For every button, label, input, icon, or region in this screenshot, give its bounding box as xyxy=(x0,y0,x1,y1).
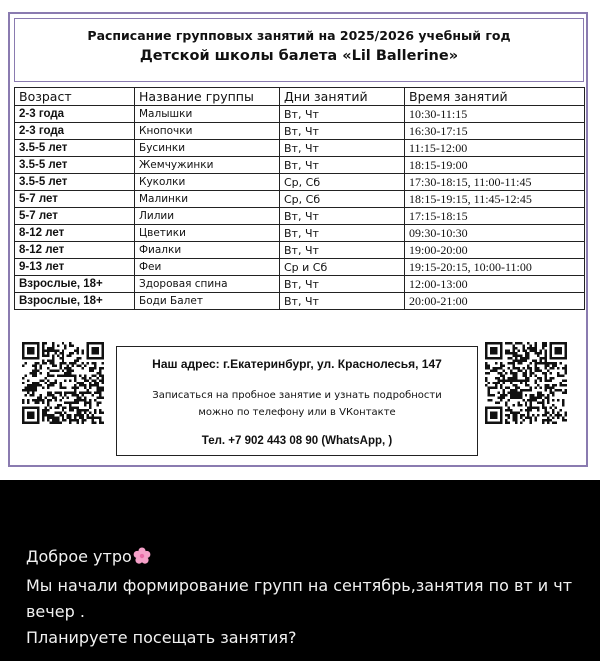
column-header-age: Возраст xyxy=(15,88,135,106)
column-header-group: Название группы xyxy=(135,88,280,106)
cell-age: 5-7 лет xyxy=(15,191,135,208)
table-row xyxy=(15,259,585,276)
table-row xyxy=(15,276,585,293)
contact-box xyxy=(116,346,478,456)
cell-time: 11:15-12:00 xyxy=(405,140,585,157)
signup-note xyxy=(117,387,477,421)
cell-group: Малышки xyxy=(135,106,280,123)
qr-code-vk-icon[interactable] xyxy=(485,342,567,424)
qr-code-whatsapp-icon[interactable] xyxy=(22,342,104,424)
table-row xyxy=(15,208,585,225)
cell-group: Кнопочки xyxy=(135,123,280,140)
cell-time: 17:30-18:15, 11:00-11:45 xyxy=(405,174,585,191)
cell-days: Ср, Сб xyxy=(280,174,405,191)
cell-time: 16:30-17:15 xyxy=(405,123,585,140)
cell-group: Цветики xyxy=(135,225,280,242)
signup-note-line: Записаться на пробное занятие и узнать подробности xyxy=(152,390,442,401)
cell-days: Ср, Сб xyxy=(280,191,405,208)
cell-days: Вт, Чт xyxy=(280,225,405,242)
table-row xyxy=(15,140,585,157)
table-row xyxy=(15,157,585,174)
cell-age: 2-3 года xyxy=(15,106,135,123)
cell-group: Жемчужинки xyxy=(135,157,280,174)
address-text: Наш адрес: г.Екатеринбург, ул. Краснолесья, 147 xyxy=(152,357,442,371)
cell-time: 17:15-18:15 xyxy=(405,208,585,225)
cell-group: Здоровая спина xyxy=(135,276,280,293)
table-row xyxy=(15,293,585,310)
signup-note-line: можно по телефону или в VКонтакте xyxy=(198,407,396,418)
chat-message xyxy=(26,544,586,651)
school-name: Детской школы балета «Lil Ballerine» xyxy=(139,48,459,64)
cell-time: 19:00-20:00 xyxy=(405,242,585,259)
cell-time: 20:00-21:00 xyxy=(405,293,585,310)
phone-text: Тел. +7 902 443 08 90 (WhatsApp, ) xyxy=(201,435,393,447)
cell-time: 18:15-19:00 xyxy=(405,157,585,174)
column-header-time: Время занятий xyxy=(405,88,585,106)
table-row xyxy=(15,242,585,259)
cell-group: Феи xyxy=(135,259,280,276)
cell-group: Куколки xyxy=(135,174,280,191)
cell-days: Вт, Чт xyxy=(280,123,405,140)
cell-age: 8-12 лет xyxy=(15,242,135,259)
cell-group: Малинки xyxy=(135,191,280,208)
cell-time: 09:30-10:30 xyxy=(405,225,585,242)
cell-group: Бусинки xyxy=(135,140,280,157)
table-row xyxy=(15,191,585,208)
cell-days: Вт, Чт xyxy=(280,276,405,293)
cell-days: Вт, Чт xyxy=(280,106,405,123)
message-line xyxy=(26,544,586,573)
cell-days: Вт, Чт xyxy=(280,242,405,259)
schedule-header xyxy=(14,18,584,82)
column-header-days: Дни занятий xyxy=(280,88,405,106)
cell-age: Взрослые, 18+ xyxy=(15,276,135,293)
table-row xyxy=(15,106,585,123)
cell-age: 5-7 лет xyxy=(15,208,135,225)
cell-days: Вт, Чт xyxy=(280,208,405,225)
cell-age: 8-12 лет xyxy=(15,225,135,242)
cell-time: 10:30-11:15 xyxy=(405,106,585,123)
cell-age: 9-13 лет xyxy=(15,259,135,276)
table-row xyxy=(15,123,585,140)
table-row xyxy=(15,225,585,242)
message-line: Планируете посещать занятия? xyxy=(26,628,297,647)
table-header-row xyxy=(15,88,585,106)
cell-days: Ср и Сб xyxy=(280,259,405,276)
cell-days: Вт, Чт xyxy=(280,293,405,310)
cherry-blossom-icon xyxy=(133,547,151,573)
cell-age: 3.5-5 лет xyxy=(15,140,135,157)
cell-group: Боди Балет xyxy=(135,293,280,310)
cell-time: 18:15-19:15, 11:45-12:45 xyxy=(405,191,585,208)
cell-days: Вт, Чт xyxy=(280,157,405,174)
cell-group: Лилии xyxy=(135,208,280,225)
cell-days: Вт, Чт xyxy=(280,140,405,157)
cell-time: 12:00-13:00 xyxy=(405,276,585,293)
schedule-title: Расписание групповых занятий на 2025/2026 учебный год xyxy=(87,28,511,43)
table-row xyxy=(15,174,585,191)
cell-time: 19:15-20:15, 10:00-11:00 xyxy=(405,259,585,276)
schedule-table xyxy=(14,87,585,310)
cell-age: 3.5-5 лет xyxy=(15,157,135,174)
cell-group: Фиалки xyxy=(135,242,280,259)
message-line: Мы начали формирование групп на сентябрь,занятия по вт и чт вечер . xyxy=(26,576,573,621)
cell-age: Взрослые, 18+ xyxy=(15,293,135,310)
message-greeting: Доброе утро xyxy=(26,547,132,566)
cell-age: 3.5-5 лет xyxy=(15,174,135,191)
cell-age: 2-3 года xyxy=(15,123,135,140)
